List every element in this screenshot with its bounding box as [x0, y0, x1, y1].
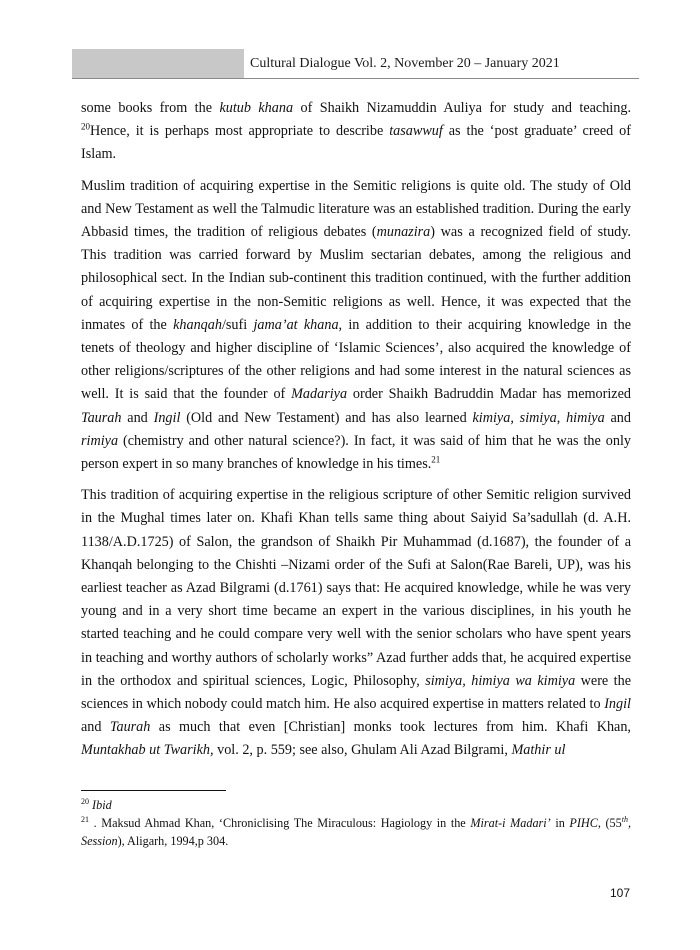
footnote-21: $^{21}$ . Maksud Ahmad Khan, ‘Chroniclising The Miraculous: Hagiology in the Mirat-i Madari’ in PIHC, (55th, Session), Aligarh, 1994,p 304. [81, 814, 632, 848]
paragraph-1: some books from the kutub khana of Shaikh Nizamuddin Auliya for study and teaching. $^{20}$Hence, it is perhaps most appropriate to describe tasawwuf as the ‘post graduate’ creed of Islam. [81, 100, 631, 163]
paragraph-2: Muslim tradition of acquiring expertise in the Semitic religions is quite old. The study of Old and New Testament as well the Talmudic literature was an established tradition. During the early Abbasid times, the tradition of religious debates (munazira) was a recognized field of study. This tradition was carried forward by Muslim sectarian debates, among the religious and philosophical sect. In the Indian sub-continent this tradition continued, with the further addition of acquiring expertise in the non-Semitic religions as well. Hence, it was expected that the inmates of the khanqah/sufi jama’at khana, in addition to their acquiring knowledge in the tenets of theology and higher discipline of ‘Islamic Sciences’, also acquired the knowledge of other religions/scriptures of the other religions and had some interest in the natural sciences as well. It is said that the founder of Madariya order Shaikh Badruddin Madar has memorized Taurah and Ingil (Old and New Testament) and has also learned kimiya, simiya, himiya and rimiya (chemistry and other natural science?). In fact, it was said of him that he was the only person expert in so many branches of knowledge in his times.$^{21}$ [81, 177, 632, 473]
page-number: 107 [610, 886, 631, 900]
header-divider [72, 78, 639, 79]
header-gray-block [72, 49, 244, 79]
footnotes [81, 796, 631, 850]
footnote-20: $^{20}$ Ibid [81, 796, 112, 812]
footnote-divider [81, 790, 226, 791]
running-header: Cultural Dialogue Vol. 2, November 20 – January 2021 [250, 56, 560, 71]
paragraph-3: This tradition of acquiring expertise in the religious scripture of other Semitic religion survived in the Mughal times later on. Khafi Khan tells same thing about Saiyid Sa’sadullah (d. A.H. 1138/A.D.1725) of Salon, the grandson of Shaikh Pir Muhammad (d.1687), the founder of a Khanqah belonging to the Chishti –Nizami order of the Sufi at Salon(Rae Bareli, UP), was his earliest teacher as Azad Bilgrami (d.1761) says that: He acquired knowledge, while he was very young and in a very short time became an expert in the various disciplines, in his youth he started teaching and he could compare very well with the senior scholars who have spent years in teaching and worthy authors of scholarly works” Azad further adds that, he acquired expertise in the orthodox and spiritual sciences, Logic, Philosophy, simiya, himiya wa kimiya were the sciences in which nobody could match him. He also acquired expertise in matters related to Ingil and Taurah as much that even [Christian] monks took lectures from him. Khafi Khan, Muntakhab ut Twarikh, vol. 2, p. 559; see also, Ghulam Ali Azad Bilgrami, Mathir ul [81, 487, 632, 759]
body-text [81, 97, 631, 771]
